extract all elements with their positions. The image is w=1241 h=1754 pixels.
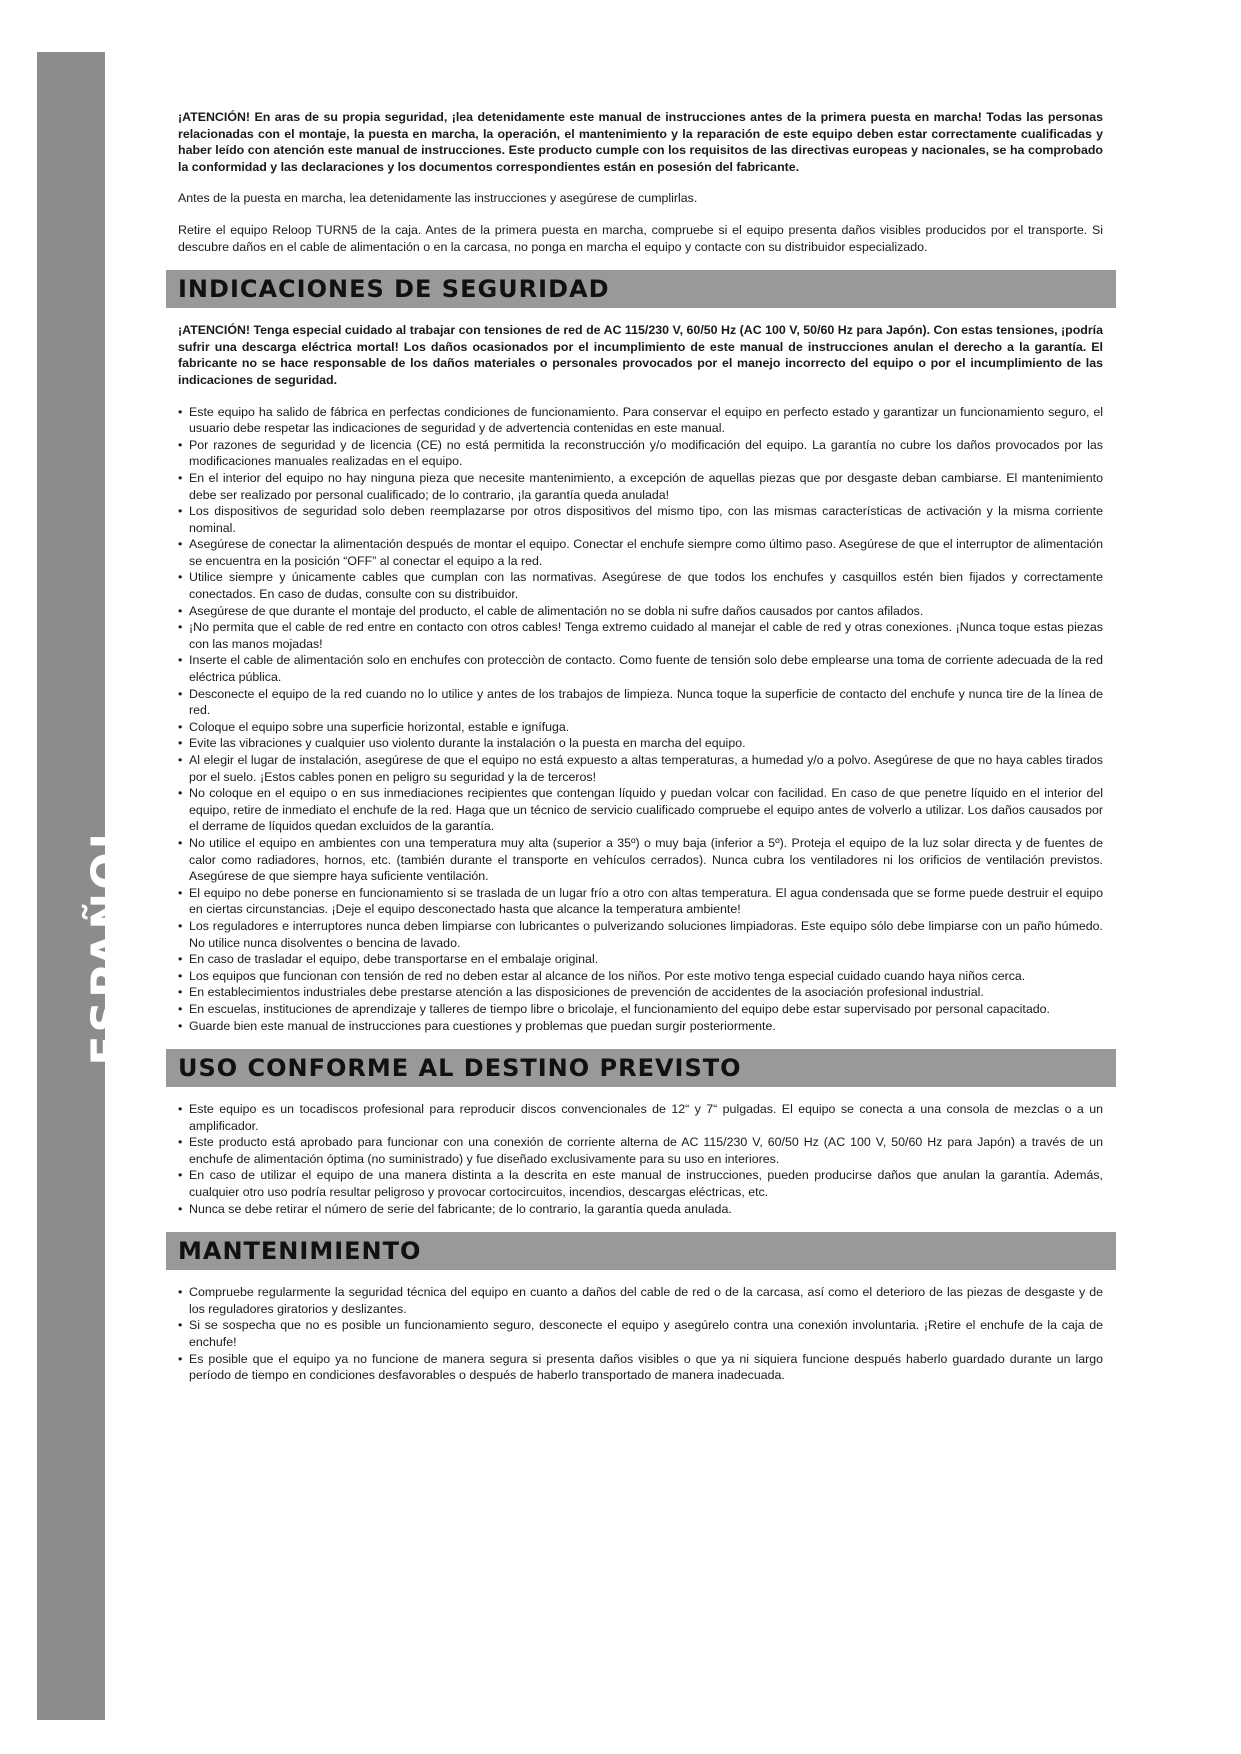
intro-paragraph-2: Retire el equipo Reloop TURN5 de la caja. Antes de la primera puesta en marcha, compruebe si el equipo presenta daños visibles producidos por el transporte. Si descubre daños en el cable de alimentación o en la carcasa, no ponga en marcha el equipo y contacte con su distribuidor especializado. [178,222,1103,254]
list-item: • Es posible que el equipo ya no funcione de manera segura si presenta daños visibles o que ya ni siquiera funcione después haberlo guardado durante un largo período de tiempo en condiciones desfavorables o después de haberlo transportado de manera inadecuada. [178,1351,1103,1383]
maintenance-section-header [166,1232,1116,1270]
list-item: • Coloque el equipo sobre una superficie horizontal, estable e ignífuga. [178,719,570,734]
list-item: • En caso de trasladar el equipo, debe transportarse en el embalaje original. [178,952,599,967]
intended-use-list [178,1101,1103,1217]
list-item: • En escuelas, instituciones de aprendizaje y talleres de tiempo libre o bricolaje, el funcionamiento del equipo debe estar supervisado por personal capacitado. [178,1001,1050,1016]
language-label: ESPAÑOL [82,818,134,1066]
intended-use-section-title: USO CONFORME AL DESTINO PREVISTO [178,1053,742,1082]
list-item: • Inserte el cable de alimentación solo en enchufes con protecciòn de contacto. Como fuente de tensión solo debe emplearse una toma de corriente adecuada de la red eléctrica pública. [178,653,1103,685]
list-item: • Evite las vibraciones y cualquier uso violento durante la instalación o la puesta en marcha del equipo. [178,736,746,751]
list-item: • Al elegir el lugar de instalación, asegúrese de que el equipo no está expuesto a altas temperaturas, a humedad y/o a polvo. Asegúrese de que no haya cables tirados por el suelo. ¡Estos cables ponen en peligro su seguridad y la de terceros! [178,753,1103,784]
list-item: • Este equipo es un tocadiscos profesional para reproducir discos convencionales de 12“ y 7“ pulgadas. El equipo se conecta a una consola de mezclas o a un amplificador. [178,1102,1103,1133]
page-number: 16 [86,1720,110,1740]
list-item: • Asegúrese de que durante el montaje del producto, el cable de alimentación no se dobla ni sufre daños causados por cantos afilados. [178,603,924,618]
list-item: • Los dispositivos de seguridad solo deben reemplazarse por otros dispositivos del mismo tipo, con las mismas características de activación y la misma corriente nominal. [178,504,1103,535]
list-item: • En el interior del equipo no hay ninguna pieza que necesite mantenimiento, a excepción de aquellas piezas que por desgaste deban cambiarse. El mantenimiento debe ser realizado por personal cualificado; de lo contrario, ¡la garantía queda anulada! [178,470,1103,502]
list-item: • En establecimientos industriales debe prestarse atención a las disposiciones de prevención de accidentes de la asociación profesional industrial. [178,985,984,1000]
list-item: • Nunca se debe retirar el número de serie del fabricante; de lo contrario, la garantía queda anulada. [178,1201,732,1216]
safety-section-header [166,270,1116,308]
intro-paragraph-1: Antes de la puesta en marcha, lea detenidamente las instrucciones y asegúrese de cumplirlas. [178,191,698,206]
page-content [178,109,1103,1384]
list-item: • Utilice siempre y únicamente cables que cumplan con las normativas. Asegúrese de que todos los enchufes y casquillos estén bien fijados y correctamente conectados. En caso de dudas, consulte con su distribuidor. [178,570,1103,602]
maintenance-section-title: MANTENIMIENTO [178,1236,422,1265]
list-item: • No utilice el equipo en ambientes con una temperatura muy alta (superior a 35º) o muy baja (inferior a 5º). Proteja el equipo de la luz solar directa y de fuentes de calor como radiadores, hornos, etc. (también durante el transporte en vehículos cerrados). Nunca cubra los ventiladores ni los orificios de ventilación previstos. Asegúrese de que siempre haya suficiente ventilación. [178,835,1103,884]
list-item: • Este producto está aprobado para funcionar con una conexión de corriente alterna de AC 115/230 V, 60/50 Hz (AC 100 V, 50/60 Hz para Japón) a través de un enchufe de alimentación óptima (no suministrado) y fue diseñado exclusivamente para su uso en interiores. [178,1135,1103,1166]
list-item: • Los equipos que funcionan con tensión de red no deben estar al alcance de los niños. Por este motivo tenga especial cuidado cuando haya niños cerca. [178,968,1026,983]
intro-warning: ¡ATENCIÓN! En aras de su propia seguridad, ¡lea detenidamente este manual de instrucciones antes de la primera puesta en marcha! Todas las personas relacionadas con el montaje, la puesta en marcha, la operación, el mantenimiento y la reparación de este equipo deben estar correctamente cualificadas y haber leído con atención este manual de instrucciones. Este producto cumple con los requisitos de las directivas europeas y nacionales, se ha comprobado la conformidad y las declaraciones y los documentos correspondientes están en posesión del fabricante. [178,110,1103,174]
list-item: • No coloque en el equipo o en sus inmediaciones recipientes que contengan líquido y puedan volcar con facilidad. En caso de que penetre líquido en el interior del equipo, retire de inmediato el enchufe de la red. Haga que un técnico de servicio cualificado compruebe el equipo antes de volverlo a utilizar. Los daños causados por el derrame de líquidos quedan excluidos de la garantía. [178,786,1103,834]
safety-section-title: INDICACIONES DE SEGURIDAD [178,274,610,303]
list-item: • Asegúrese de conectar la alimentación después de montar el equipo. Conectar el enchufe siempre como último paso. Asegúrese de que el interruptor de alimentación se encuentra en la posición “OFF” al conectar el equipo a la red. [178,537,1103,568]
list-item: • Este equipo ha salido de fábrica en perfectas condiciones de funcionamiento. Para conservar el equipo en perfecto estado y garantizar un funcionamiento seguro, el usuario debe respetar las indicaciones de seguridad y de advertencia contenidas en este manual. [178,404,1103,436]
safety-warning: ¡ATENCIÓN! Tenga especial cuidado al trabajar con tensiones de red de AC 115/230 V, 60/50 Hz (AC 100 V, 50/60 Hz para Japón). Con estas tensiones, ¡podría sufrir una descarga eléctrica mortal! Los daños ocasionados por el incumplimiento de este manual de instrucciones anulan el derecho a la garantía. El fabricante no se hace responsable de los daños materiales o personales provocados por el manejo incorrecto del equipo o por el incumplimiento de las indicaciones de seguridad. [178,323,1103,387]
maintenance-list [178,1284,1103,1384]
list-item: • En caso de utilizar el equipo de una manera distinta a la descrita en este manual de instrucciones, pueden producirse daños que anulan la garantía. Además, cualquier otro uso podría resultar peligroso y provocar cortocircuitos, incendios, descargas eléctricas, etc. [178,1168,1103,1200]
list-item: • Si se sospecha que no es posible un funcionamiento seguro, desconecte el equipo y asegúrelo contra una conexión involuntaria. ¡Retire el enchufe de la caja de enchufe! [178,1318,1103,1350]
language-sidebar [37,52,134,1740]
intended-use-section-header [166,1049,1116,1087]
list-item: • Desconecte el equipo de la red cuando no lo utilice y antes de los trabajos de limpieza. Nunca toque la superficie de contacto del enchufe y nunca tire de la línea de red. [178,686,1103,718]
safety-list [178,404,1103,1035]
list-item: • Guarde bien este manual de instrucciones para cuestiones y problemas que puedan surgir posteriormente. [178,1018,776,1033]
list-item: • El equipo no debe ponerse en funcionamiento si se traslada de un lugar frío a otro con altas temperatura. El agua condensada que se forme puede destruir el equipo en ciertas circunstancias. ¡Deje el equipo desconectado hasta que alcance la temperatura ambiente! [178,885,1103,917]
list-item: • Compruebe regularmente la seguridad técnica del equipo en cuanto a daños del cable de red o de la carcasa, así como el deterioro de las piezas de desgaste y de los reguladores giratorios y deslizantes. [178,1285,1103,1316]
list-item: • Por razones de seguridad y de licencia (CE) no está permitida la reconstrucción y/o modificación del equipo. La garantía no cubre los daños provocados por las modificaciones manuales realizadas en el equipo. [178,437,1103,469]
list-item: • ¡No permita que el cable de red entre en contacto con otros cables! Tenga extremo cuidado al manejar el cable de red y otras conexiones. ¡Nunca toque estas piezas con las manos mojadas! [178,620,1103,651]
list-item: • Los reguladores e interruptores nunca deben limpiarse con lubricantes o pulverizando soluciones limpiadoras. Este equipo sólo debe limpiarse con un paño húmedo. No utilice nunca disolventes o bencina de lavado. [178,918,1103,950]
